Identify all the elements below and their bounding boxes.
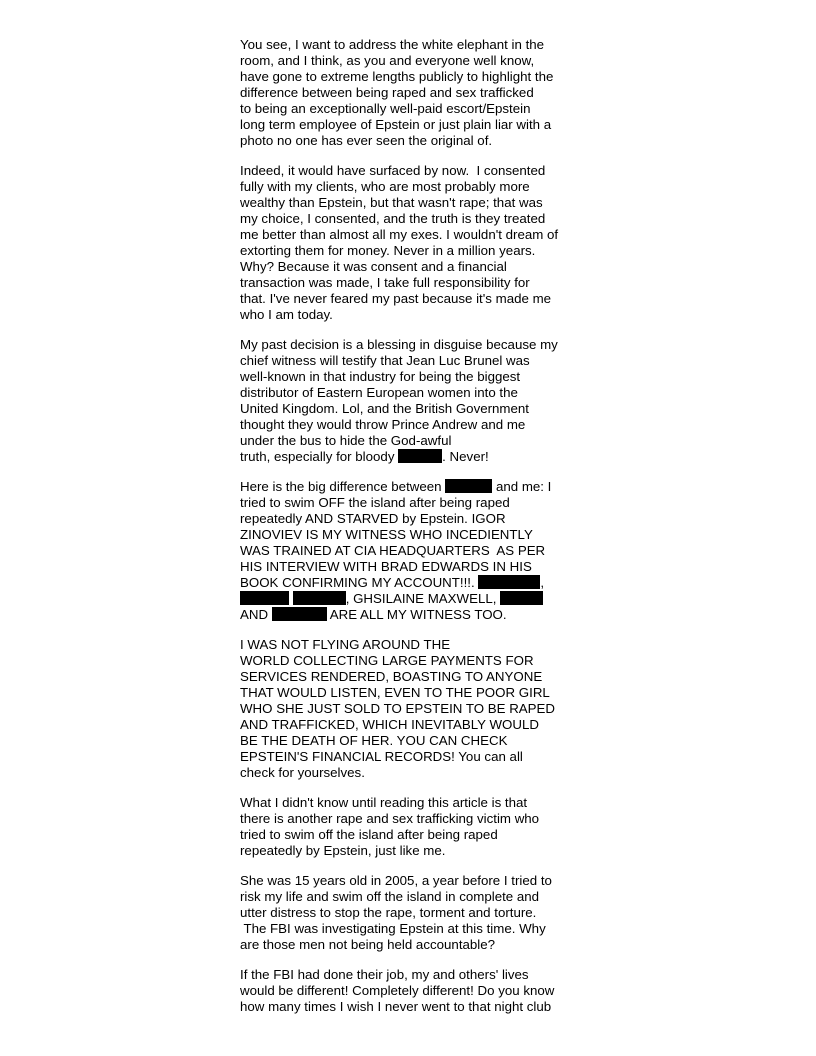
text-segment: and me: I bbox=[492, 479, 552, 494]
text-line: WAS TRAINED AT CIA HEADQUARTERS AS PER bbox=[240, 543, 546, 558]
text-line: tried to swim off the island after being raped bbox=[240, 827, 498, 842]
text-line: difference between being raped and sex trafficked bbox=[240, 85, 534, 100]
text-line: WHO SHE JUST SOLD TO EPSTEIN TO BE RAPED bbox=[240, 701, 556, 716]
text-line: thought they would throw Prince Andrew and me bbox=[240, 417, 526, 432]
text-line: EPSTEIN'S FINANCIAL RECORDS! You can all bbox=[240, 749, 523, 764]
paragraph-5 bbox=[240, 637, 585, 781]
text-line: AND TRAFFICKED, WHICH INEVITABLY WOULD bbox=[240, 717, 539, 732]
text-segment: AND bbox=[240, 607, 272, 622]
text-line: have gone to extreme lengths publicly to highlight the bbox=[240, 69, 554, 84]
text-line: BE THE DEATH OF HER. YOU CAN CHECK bbox=[240, 733, 508, 748]
text-line: HIS INTERVIEW WITH BRAD EDWARDS IN HIS bbox=[240, 559, 532, 574]
redaction-box bbox=[293, 591, 346, 605]
redaction-box bbox=[272, 607, 327, 621]
paragraph-3 bbox=[240, 337, 585, 465]
text-line: room, and I think, as you and everyone well know, bbox=[240, 53, 535, 68]
document-page bbox=[240, 37, 585, 1029]
paragraph-8 bbox=[240, 967, 585, 1015]
text-line: You see, I want to address the white elephant in the bbox=[240, 37, 545, 52]
text-line: utter distress to stop the rape, torment and torture. bbox=[240, 905, 537, 920]
text-segment: , bbox=[540, 575, 545, 590]
text-line: THAT WOULD LISTEN, EVEN TO THE POOR GIRL bbox=[240, 685, 550, 700]
text-line: What I didn't know until reading this article is that bbox=[240, 795, 528, 810]
paragraph-1 bbox=[240, 37, 585, 149]
text-line: She was 15 years old in 2005, a year before I tried to bbox=[240, 873, 552, 888]
text-line: tried to swim OFF the island after being raped bbox=[240, 495, 510, 510]
text-line: well-known in that industry for being the biggest bbox=[240, 369, 521, 384]
text-line: repeatedly by Epstein, just like me. bbox=[240, 843, 446, 858]
text-line: SERVICES RENDERED, BOASTING TO ANYONE bbox=[240, 669, 543, 684]
text-line: long term employee of Epstein or just plain liar with a bbox=[240, 117, 552, 132]
text-segment: , GHSILAINE MAXWELL, bbox=[345, 591, 501, 606]
text-line: distributor of Eastern European women into the bbox=[240, 385, 518, 400]
text-line: repeatedly AND STARVED by Epstein. IGOR bbox=[240, 511, 506, 526]
text-line: to being an exceptionally well-paid escort/Epstein bbox=[240, 101, 531, 116]
text-line: photo no one has ever seen the original of. bbox=[240, 133, 493, 148]
text-line: chief witness will testify that Jean Luc Brunel was bbox=[240, 353, 530, 368]
text-line: I WAS NOT FLYING AROUND THE bbox=[240, 637, 451, 652]
text-segment: ARE ALL MY WITNESS TOO. bbox=[326, 607, 507, 622]
text-line: extorting them for money. Never in a million years. bbox=[240, 243, 536, 258]
text-line: My past decision is a blessing in disguise because my bbox=[240, 337, 558, 352]
text-line: Why? Because it was consent and a financial bbox=[240, 259, 507, 274]
redaction-box bbox=[445, 479, 492, 493]
text-line: United Kingdom. Lol, and the British Government bbox=[240, 401, 529, 416]
text-line bbox=[240, 591, 585, 607]
text-line: fully with my clients, who are most probably more bbox=[240, 179, 530, 194]
text-line: risk my life and swim off the island in complete and bbox=[240, 889, 540, 904]
text-line: WORLD COLLECTING LARGE PAYMENTS FOR bbox=[240, 653, 534, 668]
text-segment: BOOK CONFIRMING MY ACCOUNT!!!. bbox=[240, 575, 479, 590]
text-line bbox=[240, 607, 585, 623]
text-line bbox=[240, 449, 585, 465]
text-line: me better than almost all my exes. I wouldn't dream of bbox=[240, 227, 559, 242]
text-line bbox=[240, 575, 585, 591]
text-line: The FBI was investigating Epstein at this time. Why bbox=[240, 921, 546, 936]
redaction-box bbox=[478, 575, 540, 589]
text-line: transaction was made, I take full responsibility for bbox=[240, 275, 530, 290]
redaction-box bbox=[398, 449, 442, 463]
text-line: under the bus to hide the God-awful bbox=[240, 433, 452, 448]
redaction-box bbox=[240, 591, 289, 605]
text-line: are those men not being held accountable? bbox=[240, 937, 496, 952]
text-line: Indeed, it would have surfaced by now. I consented bbox=[240, 163, 546, 178]
paragraph-7 bbox=[240, 873, 585, 953]
text-line: ZINOVIEV IS MY WITNESS WHO INCEDIENTLY bbox=[240, 527, 533, 542]
paragraph-4 bbox=[240, 479, 585, 623]
text-line: If the FBI had done their job, my and others' lives bbox=[240, 967, 529, 982]
text-line bbox=[240, 479, 585, 495]
text-line: there is another rape and sex trafficking victim who bbox=[240, 811, 540, 826]
text-line: my choice, I consented, and the truth is they treated bbox=[240, 211, 546, 226]
paragraph-6 bbox=[240, 795, 585, 859]
text-line: would be different! Completely different! Do you know bbox=[240, 983, 555, 998]
text-segment: Here is the big difference between bbox=[240, 479, 446, 494]
text-line: check for yourselves. bbox=[240, 765, 365, 780]
text-segment: . Never! bbox=[442, 449, 489, 464]
paragraph-2 bbox=[240, 163, 585, 323]
text-line: how many times I wish I never went to that night club bbox=[240, 999, 552, 1014]
text-line: that. I've never feared my past because it's made me bbox=[240, 291, 552, 306]
text-line: wealthy than Epstein, but that wasn't rape; that was bbox=[240, 195, 543, 210]
text-segment: truth, especially for bloody bbox=[240, 449, 399, 464]
text-line: who I am today. bbox=[240, 307, 333, 322]
redaction-box bbox=[500, 591, 543, 605]
